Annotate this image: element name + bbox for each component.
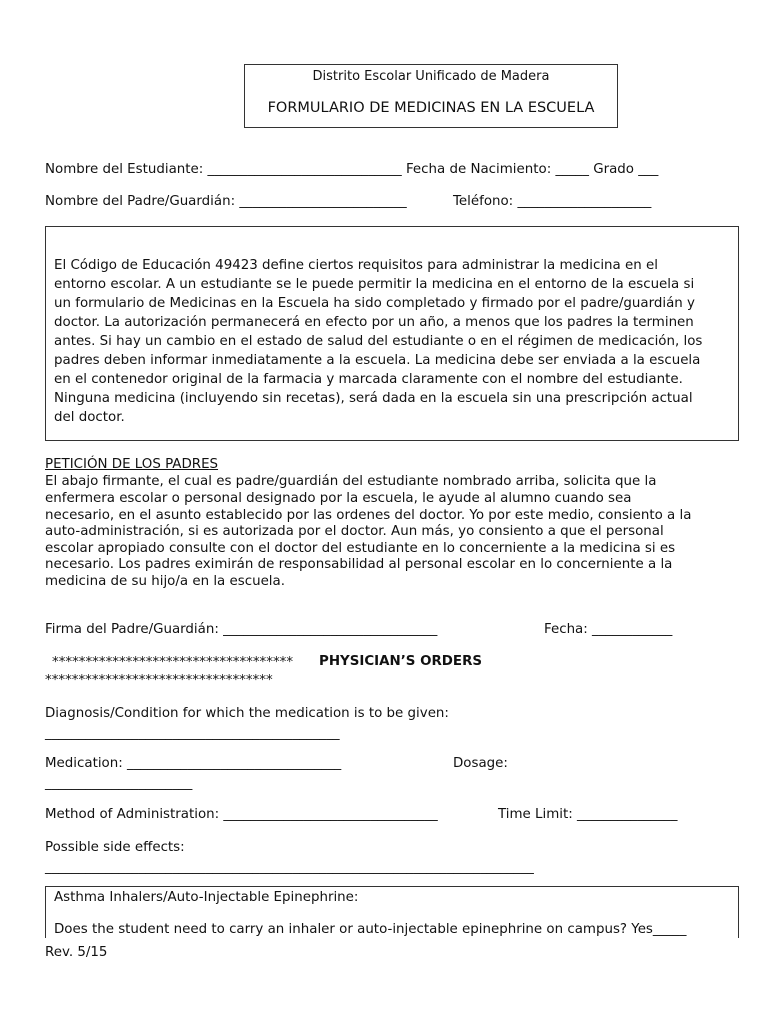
parent-name-field[interactable]: Nombre del Padre/Guardián: _________________________ xyxy=(45,194,407,209)
parent-signature-field[interactable]: Firma del Padre/Guardián: ________________________________ xyxy=(45,622,438,637)
request-line: escolar apropiado consulte con el doctor del estudiante en lo concerniente a la medicina si es xyxy=(45,541,676,556)
education-code-notice xyxy=(45,226,739,441)
time-limit-field[interactable]: Time Limit: _______________ xyxy=(498,807,678,822)
district-name: Distrito Escolar Unificado de Madera xyxy=(312,69,550,84)
student-name-field[interactable]: Nombre del Estudiante: _____________________________ Fecha de Nacimiento: _____ Grado ___ xyxy=(45,162,659,177)
notice-line: un formulario de Medicinas en la Escuela ha sido completado y firmado por el padre/guardián y xyxy=(54,296,695,311)
request-line: El abajo firmante, el cual es padre/guardián del estudiante nombrado arriba, solicita que la xyxy=(45,474,657,489)
stars-divider: ************************************ xyxy=(52,655,294,670)
notice-line: en el contenedor original de la farmacia y marcada claramente con el nombre del estudiante. xyxy=(54,372,683,387)
stars-divider: ********************************** xyxy=(45,673,273,688)
method-of-administration-field[interactable]: Method of Administration: ________________________________ xyxy=(45,807,438,822)
dosage-field[interactable]: ______________________ xyxy=(45,776,193,791)
notice-line: El Código de Educación 49423 define ciertos requisitos para administrar la medicina en el xyxy=(54,258,658,273)
notice-line: Ninguna medicina (incluyendo sin recetas), será dada en la escuela sin una prescripción actual xyxy=(54,391,693,406)
asthma-section xyxy=(45,886,739,938)
diagnosis-field[interactable]: ____________________________________________ xyxy=(45,726,340,741)
inhaler-question xyxy=(54,922,686,937)
request-line: necesario. Los padres eximirán de responsabilidad al personal escolar en lo concerniente a la xyxy=(45,557,673,572)
signature-date-field[interactable]: Fecha: ____________ xyxy=(544,622,673,637)
request-line: auto-administración, si es autorizada por el doctor. Aun más, yo consiento a que el personal xyxy=(45,524,664,539)
side-effects-label: Possible side effects: xyxy=(45,840,185,855)
notice-line: padres deben informar inmediatamente a la escuela. La medicina debe ser enviada a la escuela xyxy=(54,353,701,368)
parent-request-heading: PETICIÓN DE LOS PADRES xyxy=(45,457,219,472)
request-line: necesario, en el asunto establecido por las ordenes del doctor. Yo por este medio, consiento a la xyxy=(45,508,692,523)
asthma-heading: Asthma Inhalers/Auto-Injectable Epinephrine: xyxy=(54,890,359,905)
form-title: FORMULARIO DE MEDICINAS EN LA ESCUELA xyxy=(267,100,595,116)
phone-field[interactable]: Teléfono: ____________________ xyxy=(453,194,652,209)
notice-line: del doctor. xyxy=(54,410,125,425)
request-line: medicina de su hijo/a en la escuela. xyxy=(45,574,285,589)
inhaler-question-text: Does the student need to carry an inhaler or auto-injectable epinephrine on campus? Yes xyxy=(54,922,653,937)
inhaler-yes-field[interactable]: _____ xyxy=(652,922,687,937)
revision-label: Rev. 5/15 xyxy=(45,945,108,960)
notice-line: doctor. La autorización permanecerá en efecto por un año, a menos que los padres la terminen xyxy=(54,315,694,330)
request-line: enfermera escolar o personal designado por la escuela, le ayude al alumno cuando sea xyxy=(45,491,632,506)
medication-field[interactable]: Medication: ________________________________ xyxy=(45,756,342,771)
side-effects-field[interactable]: _________________________________________________________________________ xyxy=(45,860,534,875)
notice-line: entorno escolar. A un estudiante se le puede permitir la medicina en el entorno de la escuela si xyxy=(54,277,695,292)
diagnosis-label: Diagnosis/Condition for which the medication is to be given: xyxy=(45,706,449,721)
notice-line: antes. Si hay un cambio en el estado de salud del estudiante o en el régimen de medicación, los xyxy=(54,334,703,349)
dosage-label: Dosage: xyxy=(453,756,508,771)
physician-orders-heading: PHYSICIAN’S ORDERS xyxy=(319,654,483,669)
form-header xyxy=(244,64,618,128)
